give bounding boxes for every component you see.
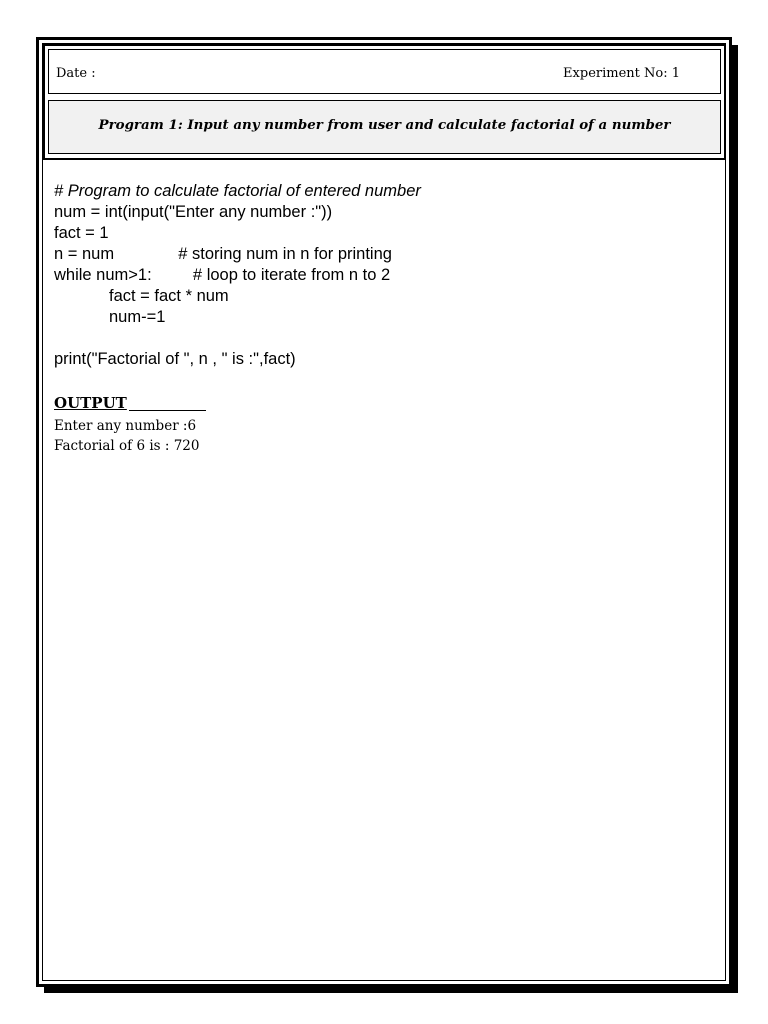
code-line: fact = 1 xyxy=(54,224,109,242)
code-line: num = int(input("Enter any number :")) xyxy=(54,203,333,221)
code-line: num-=1 xyxy=(109,308,166,326)
output-line: Factorial of 6 is : 720 xyxy=(54,438,200,454)
program-title-row xyxy=(48,100,721,154)
output-heading xyxy=(54,394,127,412)
date-label: Date : xyxy=(56,66,96,81)
output-block xyxy=(54,416,199,456)
output-heading-text: OUTPUT xyxy=(54,394,127,412)
code-comment: # Program to calculate factorial of entered number xyxy=(54,182,421,200)
output-line: Enter any number :6 xyxy=(54,418,197,434)
code-line: print("Factorial of ", n , " is :",fact) xyxy=(54,350,296,368)
program-title: Program 1: Input any number from user and calculate factorial of a number xyxy=(98,117,671,133)
code-line: while num>1: # loop to iterate from n to 2 xyxy=(54,266,391,284)
header-block xyxy=(43,44,726,160)
date-row xyxy=(48,49,721,94)
document-page xyxy=(36,37,732,987)
experiment-number: Experiment No: 1 xyxy=(563,66,680,81)
code-block xyxy=(54,181,421,370)
code-line: n = num # storing num in n for printing xyxy=(54,245,392,263)
code-line: fact = fact * num xyxy=(109,287,229,305)
output-underline xyxy=(129,410,206,411)
